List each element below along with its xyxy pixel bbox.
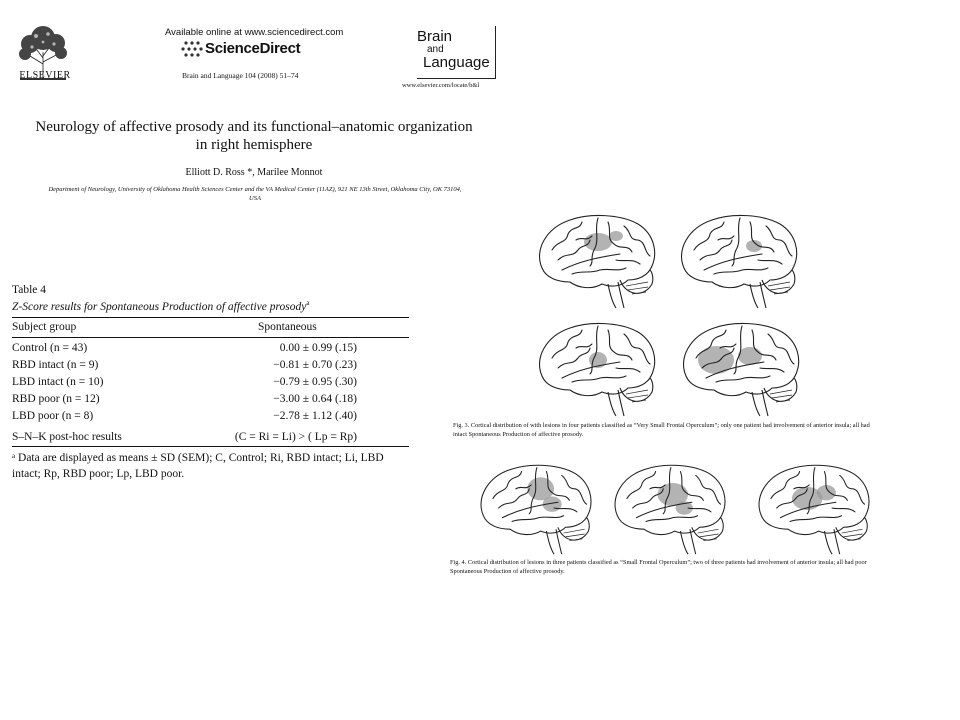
- table-row-group: Control (n = 43): [12, 342, 88, 354]
- table-header-subject-group: Subject group: [12, 321, 77, 333]
- figure-3-caption: Fig. 3. Cortical distribution of with lesions in four patients classified as “Very Small Frontal Operculum”; only one patient had involvement of anterior insula; all had intact Spontaneous Production of affective prosody.: [453, 422, 870, 438]
- table-row-value: 0.00 ± 0.99 (.15): [279, 342, 357, 354]
- journal-url: www.elsevier.com/locate/b&l: [402, 82, 480, 89]
- table-row-group: LBD poor (n = 8): [12, 410, 94, 422]
- table-top-rule: [12, 317, 409, 318]
- table-caption-footnote-marker: a: [306, 299, 310, 307]
- table-header-spontaneous: Spontaneous: [258, 321, 317, 333]
- figure-3-brain-1: [528, 210, 662, 312]
- figure-4-brain-2: [604, 460, 732, 558]
- table-row-value: −0.81 ± 0.70 (.23): [273, 359, 357, 371]
- author-affiliation: Department of Neurology, University of Oklahoma Health Sciences Center and the VA Medical Center (11AZ), 921 NE 13th Street, Oklahoma City, OK 73104, USA: [48, 186, 462, 202]
- sciencedirect-dots-icon: [180, 40, 204, 58]
- table-posthoc-label: S–N–K post-hoc results: [12, 431, 122, 443]
- table-row-value: −0.79 ± 0.95 (.30): [273, 376, 357, 388]
- table-number: Table 4: [12, 284, 47, 296]
- table-row-group: LBD intact (n = 10): [12, 376, 104, 388]
- publisher-name: ELSEVIER: [19, 70, 71, 81]
- lesion-area: [609, 231, 623, 241]
- journal-logo-brain: Brain: [417, 28, 453, 45]
- sciencedirect-wordmark: ScienceDirect: [205, 40, 301, 57]
- figure-4-brain-3: [748, 460, 876, 558]
- figure-4-caption: Fig. 4. Cortical distribution of lesions in three patients classified as “Small Frontal Operculum”; two of three patients had involvement of anterior insula; all had poor Spontaneous Production of affective prosody.: [450, 559, 867, 575]
- table-posthoc-value: (C = Ri = Li) > ( Lp = Rp): [234, 431, 357, 443]
- table-row-value: −3.00 ± 0.64 (.18): [273, 393, 357, 405]
- table-header-rule: [12, 337, 409, 338]
- table-caption: [12, 299, 310, 313]
- available-online-text: Available online at www.sciencedirect.com: [165, 27, 344, 38]
- lesion-area: [584, 233, 612, 251]
- journal-logo-and: and: [427, 44, 444, 55]
- table-row-value: −2.78 ± 1.12 (.40): [273, 410, 357, 422]
- figure-3-brain-4: [672, 318, 806, 420]
- journal-citation: Brain and Language 104 (2008) 51–74: [182, 71, 299, 80]
- table-footnote: ᵃ Data are displayed as means ± SD (SEM); C, Control; Ri, RBD intact; Li, LBD intact; Rp, RBD poor; Lp, LBD poor.: [12, 452, 384, 480]
- table-row-group: RBD poor (n = 12): [12, 393, 100, 405]
- table-caption-text: Z-Score results for Spontaneous Production of affective prosody: [12, 300, 307, 313]
- figure-3-brain-2: [670, 210, 804, 312]
- table-row-group: RBD intact (n = 9): [12, 359, 99, 371]
- figure-3-brain-3: [528, 318, 662, 420]
- article-title: Neurology of affective prosody and its functional–anatomic organization in right hemisphere: [35, 119, 473, 153]
- figure-4-brain-1: [470, 460, 598, 558]
- article-authors: Elliott D. Ross *, Marilee Monnot: [185, 167, 323, 178]
- table-bottom-rule: [12, 446, 409, 447]
- journal-logo-language: Language: [423, 54, 490, 71]
- journal-logo: [417, 26, 496, 79]
- lesion-area: [738, 347, 762, 365]
